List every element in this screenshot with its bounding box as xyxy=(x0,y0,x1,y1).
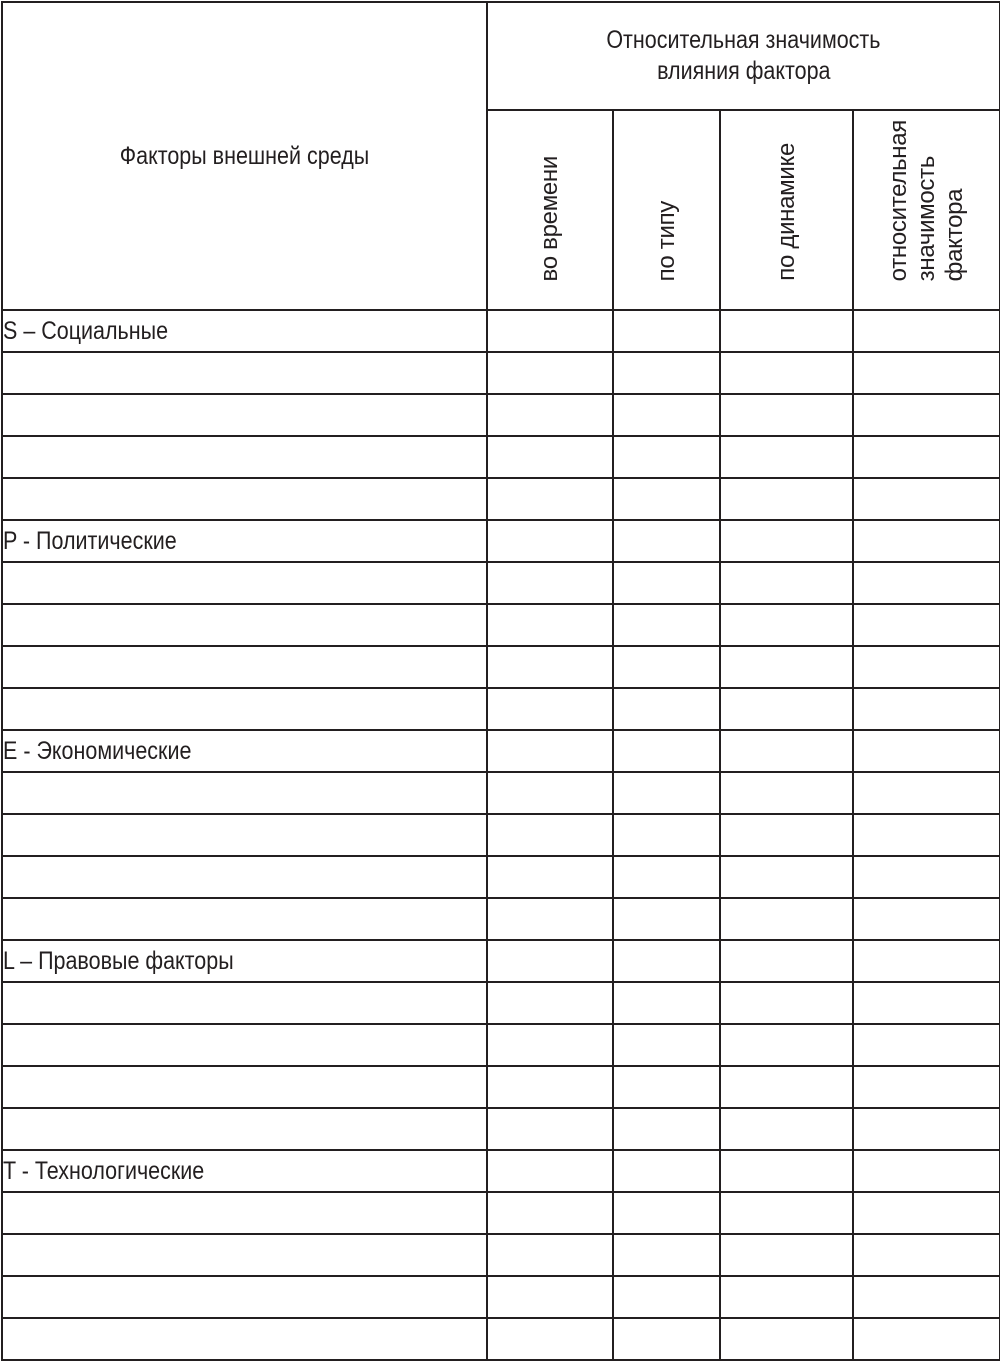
value-cell[interactable] xyxy=(487,730,613,772)
value-cell[interactable] xyxy=(487,1234,613,1276)
factor-label: E - Экономические xyxy=(3,736,192,765)
value-cell[interactable] xyxy=(613,562,720,604)
value-cell[interactable] xyxy=(613,940,720,982)
factor-cell[interactable] xyxy=(2,394,487,436)
value-cell[interactable] xyxy=(720,814,853,856)
factor-cell[interactable] xyxy=(2,604,487,646)
factors-column-header: Факторы внешней среды xyxy=(36,2,453,310)
factor-label: L – Правовые факторы xyxy=(3,946,234,975)
value-cell[interactable] xyxy=(487,688,613,730)
value-cell[interactable] xyxy=(720,982,853,1024)
factor-cell[interactable] xyxy=(2,982,487,1024)
value-cell[interactable] xyxy=(720,1108,853,1150)
header-by-dynamics xyxy=(720,110,853,310)
value-cell[interactable] xyxy=(853,1066,1000,1108)
header-by-dynamics-label: по динамике xyxy=(772,143,800,281)
value-cell[interactable] xyxy=(487,646,613,688)
factor-label: S – Социальные xyxy=(3,316,169,345)
value-cell[interactable] xyxy=(487,772,613,814)
table-row xyxy=(2,1276,1000,1318)
value-cell[interactable] xyxy=(613,1276,720,1318)
value-cell[interactable] xyxy=(487,520,613,562)
value-cell[interactable] xyxy=(853,1150,1000,1192)
table-row xyxy=(2,520,1000,562)
value-cell[interactable] xyxy=(613,1318,720,1360)
table-row xyxy=(2,1150,1000,1192)
value-cell[interactable] xyxy=(487,1192,613,1234)
value-cell[interactable] xyxy=(720,898,853,940)
value-cell[interactable] xyxy=(853,520,1000,562)
value-cell[interactable] xyxy=(853,940,1000,982)
value-cell[interactable] xyxy=(720,1066,853,1108)
table-row xyxy=(2,1024,1000,1066)
header-by-time xyxy=(487,110,613,310)
header-by-type xyxy=(613,110,720,310)
value-cell[interactable] xyxy=(487,1066,613,1108)
value-cell[interactable] xyxy=(720,562,853,604)
value-cell[interactable] xyxy=(720,730,853,772)
value-cell[interactable] xyxy=(613,352,720,394)
value-cell[interactable] xyxy=(853,1234,1000,1276)
table-row xyxy=(2,688,1000,730)
table-row xyxy=(2,898,1000,940)
value-cell[interactable] xyxy=(487,562,613,604)
value-cell[interactable] xyxy=(853,436,1000,478)
table-row xyxy=(2,856,1000,898)
factor-cell[interactable] xyxy=(2,1108,487,1150)
group-title-line-2: влияния фактора xyxy=(656,57,831,85)
significance-group-header xyxy=(487,2,1000,110)
value-cell[interactable] xyxy=(613,1150,720,1192)
table-row xyxy=(2,1318,1000,1360)
table-row xyxy=(2,310,1000,352)
value-cell[interactable] xyxy=(853,898,1000,940)
value-cell[interactable] xyxy=(720,646,853,688)
value-cell[interactable] xyxy=(613,814,720,856)
value-cell[interactable] xyxy=(487,1150,613,1192)
factor-cell[interactable] xyxy=(2,646,487,688)
table-row xyxy=(2,436,1000,478)
table-row xyxy=(2,1234,1000,1276)
value-cell[interactable] xyxy=(613,688,720,730)
value-cell[interactable] xyxy=(487,814,613,856)
table-row xyxy=(2,394,1000,436)
factor-label: P - Политические xyxy=(3,526,177,555)
value-cell[interactable] xyxy=(720,1192,853,1234)
value-cell[interactable] xyxy=(613,646,720,688)
value-cell[interactable] xyxy=(487,898,613,940)
value-cell[interactable] xyxy=(720,1150,853,1192)
factor-cell[interactable] xyxy=(2,730,487,772)
factor-cell[interactable] xyxy=(2,520,487,562)
factor-cell[interactable] xyxy=(2,1066,487,1108)
factor-cell[interactable] xyxy=(2,1024,487,1066)
value-cell[interactable] xyxy=(487,856,613,898)
value-cell[interactable] xyxy=(720,856,853,898)
value-cell[interactable] xyxy=(613,982,720,1024)
value-cell[interactable] xyxy=(720,1318,853,1360)
factor-cell[interactable] xyxy=(2,940,487,982)
factor-cell[interactable] xyxy=(2,1276,487,1318)
value-cell[interactable] xyxy=(613,604,720,646)
factor-cell[interactable] xyxy=(2,436,487,478)
value-cell[interactable] xyxy=(613,898,720,940)
header-by-time-label: во времени xyxy=(536,155,563,281)
value-cell[interactable] xyxy=(613,772,720,814)
value-cell[interactable] xyxy=(853,478,1000,520)
table-row xyxy=(2,1192,1000,1234)
value-cell[interactable] xyxy=(487,982,613,1024)
value-cell[interactable] xyxy=(613,520,720,562)
value-cell[interactable] xyxy=(853,1318,1000,1360)
factor-cell[interactable] xyxy=(2,856,487,898)
value-cell[interactable] xyxy=(853,562,1000,604)
table-row xyxy=(2,982,1000,1024)
value-cell[interactable] xyxy=(613,1108,720,1150)
pestle-table xyxy=(1,1,1000,1361)
value-cell[interactable] xyxy=(720,478,853,520)
group-title-line-1: Относительная значимость xyxy=(606,26,881,54)
value-cell[interactable] xyxy=(853,604,1000,646)
table-row xyxy=(2,730,1000,772)
value-cell[interactable] xyxy=(853,352,1000,394)
value-cell[interactable] xyxy=(720,436,853,478)
value-cell[interactable] xyxy=(487,1024,613,1066)
factor-cell[interactable] xyxy=(2,688,487,730)
value-cell[interactable] xyxy=(853,688,1000,730)
value-cell[interactable] xyxy=(487,604,613,646)
value-cell[interactable] xyxy=(487,1318,613,1360)
value-cell[interactable] xyxy=(487,394,613,436)
factor-cell[interactable] xyxy=(2,1234,487,1276)
value-cell[interactable] xyxy=(613,856,720,898)
value-cell[interactable] xyxy=(720,940,853,982)
value-cell[interactable] xyxy=(853,394,1000,436)
factor-cell[interactable] xyxy=(2,814,487,856)
value-cell[interactable] xyxy=(853,1192,1000,1234)
table-row xyxy=(2,352,1000,394)
factor-cell[interactable] xyxy=(2,1192,487,1234)
factor-label: T - Технологические xyxy=(3,1156,205,1185)
factor-cell[interactable] xyxy=(2,772,487,814)
value-cell[interactable] xyxy=(853,772,1000,814)
value-cell[interactable] xyxy=(720,352,853,394)
value-cell[interactable] xyxy=(720,1234,853,1276)
table-row xyxy=(2,1066,1000,1108)
value-cell[interactable] xyxy=(487,478,613,520)
value-cell[interactable] xyxy=(720,1276,853,1318)
table-row xyxy=(2,646,1000,688)
value-cell[interactable] xyxy=(720,604,853,646)
value-cell[interactable] xyxy=(720,394,853,436)
value-cell[interactable] xyxy=(487,436,613,478)
value-cell[interactable] xyxy=(720,688,853,730)
value-cell[interactable] xyxy=(720,1024,853,1066)
value-cell[interactable] xyxy=(487,1276,613,1318)
value-cell[interactable] xyxy=(613,478,720,520)
value-cell[interactable] xyxy=(853,730,1000,772)
value-cell[interactable] xyxy=(853,1108,1000,1150)
factor-cell[interactable] xyxy=(2,310,487,352)
table-row xyxy=(2,940,1000,982)
factor-cell[interactable] xyxy=(2,478,487,520)
value-cell[interactable] xyxy=(720,520,853,562)
table-row xyxy=(2,814,1000,856)
value-cell[interactable] xyxy=(613,1066,720,1108)
factors-table-body xyxy=(2,310,1000,1360)
value-cell[interactable] xyxy=(853,646,1000,688)
table-row xyxy=(2,478,1000,520)
table-row xyxy=(2,1108,1000,1150)
value-cell[interactable] xyxy=(853,1024,1000,1066)
value-cell[interactable] xyxy=(613,730,720,772)
value-cell[interactable] xyxy=(853,982,1000,1024)
value-cell[interactable] xyxy=(613,1234,720,1276)
header-by-type-label: по типу xyxy=(652,200,680,281)
factor-cell[interactable] xyxy=(2,352,487,394)
factor-cell[interactable] xyxy=(2,1150,487,1192)
factor-cell[interactable] xyxy=(2,562,487,604)
value-cell[interactable] xyxy=(487,1108,613,1150)
table-row xyxy=(2,604,1000,646)
header-relative-significance-label: относительная значимость фактора xyxy=(884,119,968,281)
value-cell[interactable] xyxy=(853,856,1000,898)
value-cell[interactable] xyxy=(853,1276,1000,1318)
value-cell[interactable] xyxy=(487,310,613,352)
value-cell[interactable] xyxy=(613,1024,720,1066)
factor-cell[interactable] xyxy=(2,1318,487,1360)
value-cell[interactable] xyxy=(613,436,720,478)
value-cell[interactable] xyxy=(720,772,853,814)
header-relative-significance xyxy=(853,110,1000,310)
value-cell[interactable] xyxy=(720,310,853,352)
table-row xyxy=(2,562,1000,604)
value-cell[interactable] xyxy=(853,814,1000,856)
value-cell[interactable] xyxy=(853,310,1000,352)
value-cell[interactable] xyxy=(487,940,613,982)
value-cell[interactable] xyxy=(613,310,720,352)
table-row xyxy=(2,772,1000,814)
factor-cell[interactable] xyxy=(2,898,487,940)
value-cell[interactable] xyxy=(613,1192,720,1234)
value-cell[interactable] xyxy=(613,394,720,436)
value-cell[interactable] xyxy=(487,352,613,394)
